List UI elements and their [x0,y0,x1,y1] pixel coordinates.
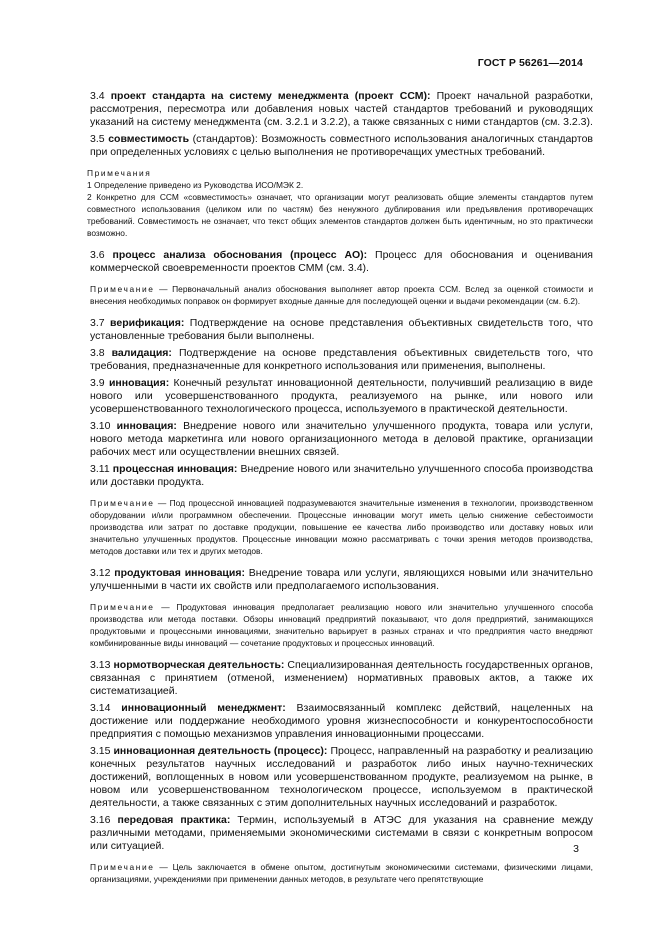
term-name: проект стандарта на систему менеджмента (проект ССМ): [110,90,431,102]
term-name: инновационная деятельность (процесс): [113,745,328,757]
term-definition: Специализированная деятельность государственных органов, связанная с принятием (отменой, изменением) нормативных правовых актов, а также их систематизацией. [90,659,593,697]
note-3-11 [73,497,593,557]
term-number: 3.6 [90,249,105,261]
term-name: валидация: [111,347,172,359]
term-number: 3.10 [90,420,111,432]
term-name: нормотворческая деятельность: [113,659,285,671]
term-3-16 [73,814,593,853]
note-text: — Цель заключается в обмене опытом, достигнутым экономическими системами, физическими лицами, организациями, учреждениями при применении данных методов, в результате чего препятствующие [90,862,593,884]
note-label: Примечание [90,284,155,294]
note-text: — Продуктовая инновация предполагает реализацию нового или значительно улучшенного способа производства или метода поставки. Обзоры инноваций предприятий показывают, что доля предприятий, занимающихся продуктовыми и процессными инновациями, значительно варьирует в разных странах и что предприятия часто внедряют комбинированные виды инноваций — сочетание продуктовых и процессных инноваций. [90,602,593,648]
term-definition: Термин, используемый в АТЭС для указания на сравнение между различными методами, применяемыми экономическими системами в связи с конкретным вопросом или ситуацией. [90,814,593,852]
term-number: 3.15 [90,745,111,757]
term-number: 3.5 [90,133,105,145]
term-number: 3.16 [90,814,111,826]
term-definition: Подтверждение на основе представления объективных свидетельств того, что установленные требования были выполнены. [90,317,593,342]
term-3-8 [73,347,593,373]
term-definition: Процесс для обоснования и оценивания коммерческой своевременности проектов СММ (см. 3.4). [90,249,593,274]
term-definition: Подтверждение на основе представления объективных свидетельств того, что требования, предназначенные для конкретного использования или применения, выполнены. [90,347,594,372]
term-number: 3.4 [90,90,105,102]
note-text: — Первоначальный анализ обоснования выполняет автор проекта ССМ. Вслед за оценкой стоимости и внесения необходимых поправок он формирует входные данные для последующей оценки и выдачи рекомендации (см. 6.2). [90,284,593,306]
term-number: 3.7 [90,317,105,329]
term-3-6 [73,249,593,275]
note-label: Примечание [90,602,155,612]
document-id: ГОСТ Р 56261—2014 [477,57,583,69]
note-item: 2 Конкретно для ССМ «совместимость» означает, что организации могут реализовать общие элементы стандартов путем совместного использования (целиком или по частям) без ненужного дублирования или предъявления противоречащих требований. Совместимость не означает, что текст общих элементов стандартов должен быть идентичным, но это практически возможно. [87,192,593,238]
term-3-4 [73,90,593,129]
note-3-6 [73,283,593,307]
term-definition: (стандартов): Возможность совместного использования аналогичных стандартов при определенных условиях с целью выполнения не противоречащих уместных требований. [90,133,594,158]
note-3-12 [73,601,593,649]
term-3-9 [73,377,593,416]
term-3-10 [73,420,593,459]
notes-heading: Примечания [87,168,152,178]
term-number: 3.11 [90,463,110,475]
term-name: инновация: [108,377,170,389]
note-3-16 [73,861,593,885]
note-item: 1 Определение приведено из Руководства ИСО/МЭК 2. [87,180,304,190]
note-text: — Под процессной инновацией подразумеваются значительные изменения в технологии, производственном оборудовании и/или программном обеспечении. Процессные инновации могут иметь целью снижение себестоимости производства или затрат по доставке продукции, повышение ее качества либо производство или доставку новых или значительно улучшенных продуктов. Процессные инновации можно рассматривать с точки зрения методов производства, методов доставки или тех и других методов. [90,498,593,556]
term-3-13 [73,659,593,698]
term-name: передовая практика: [117,814,231,826]
page-body [73,90,593,895]
note-label: Примечание [90,862,155,872]
term-definition: Взаимосвязанный комплекс действий, нацеленных на достижение или поддержание необходимого уровня жизнеспособности и конкурентоспособности предприятия с помощью механизмов управления инновационными процессами. [90,702,593,740]
term-number: 3.14 [90,702,111,714]
term-3-5 [73,133,593,159]
term-number: 3.13 [90,659,111,671]
term-3-11 [73,463,593,489]
term-number: 3.9 [90,377,105,389]
term-definition: Внедрение товара или услуги, являющихся новыми или значительно улучшенными в части их свойств или предполагаемого использования. [90,567,594,592]
term-name: инновация: [116,420,177,432]
term-3-15 [73,745,593,810]
term-3-12 [73,567,593,593]
term-definition: Конечный результат инновационной деятельности, получивший реализацию в виде нового или усовершенствованного продукта, реализуемого на рынке, или нового или усовершенствованного технологического процесса, используемого в практической деятельности. [90,377,594,415]
term-definition: Внедрение нового или значительно улучшенного способа производства или доставки продукта. [90,463,593,488]
term-number: 3.12 [90,567,111,579]
term-name: совместимость [108,133,190,145]
term-definition: Процесс, направленный на разработку и реализацию конечных результатов научных исследований и разработок либо иных научно-технических достижений, воплощенных в новом или усовершенствованном продукте, реализуемом на рынке, в новом или усовершенствованном технологическом процессе, используемом в практической деятельности, а также связанных с этим дополнительных научных исследований и разработок. [90,745,594,809]
note-label: Примечание [90,498,155,508]
term-definition: Внедрение нового или значительно улучшенного продукта, товара или услуги, нового метода маркетинга или нового организационного метода в деловой практике, организации рабочих мест или осуществлении внешних связей. [90,420,593,458]
term-name: процессная инновация: [112,463,238,475]
term-3-7 [73,317,593,343]
term-name: процесс анализа обоснования (процесс АО): [112,249,368,261]
term-name: верификация: [110,317,185,329]
term-name: продуктовая инновация: [114,567,245,579]
notes-3-5 [73,167,593,239]
term-3-14 [73,702,593,741]
term-definition: Проект начальной разработки, рассмотрения, пересмотра или добавления новых частей стандартов требований и руководящих указаний на систему менеджмента (см. 3.2.1 и 3.2.2), а также связанных с ними стандартов (см. 3.2.3). [90,90,594,128]
page-number: 3 [573,843,579,855]
term-name: инновационный менеджмент: [121,702,286,714]
term-number: 3.8 [90,347,105,359]
